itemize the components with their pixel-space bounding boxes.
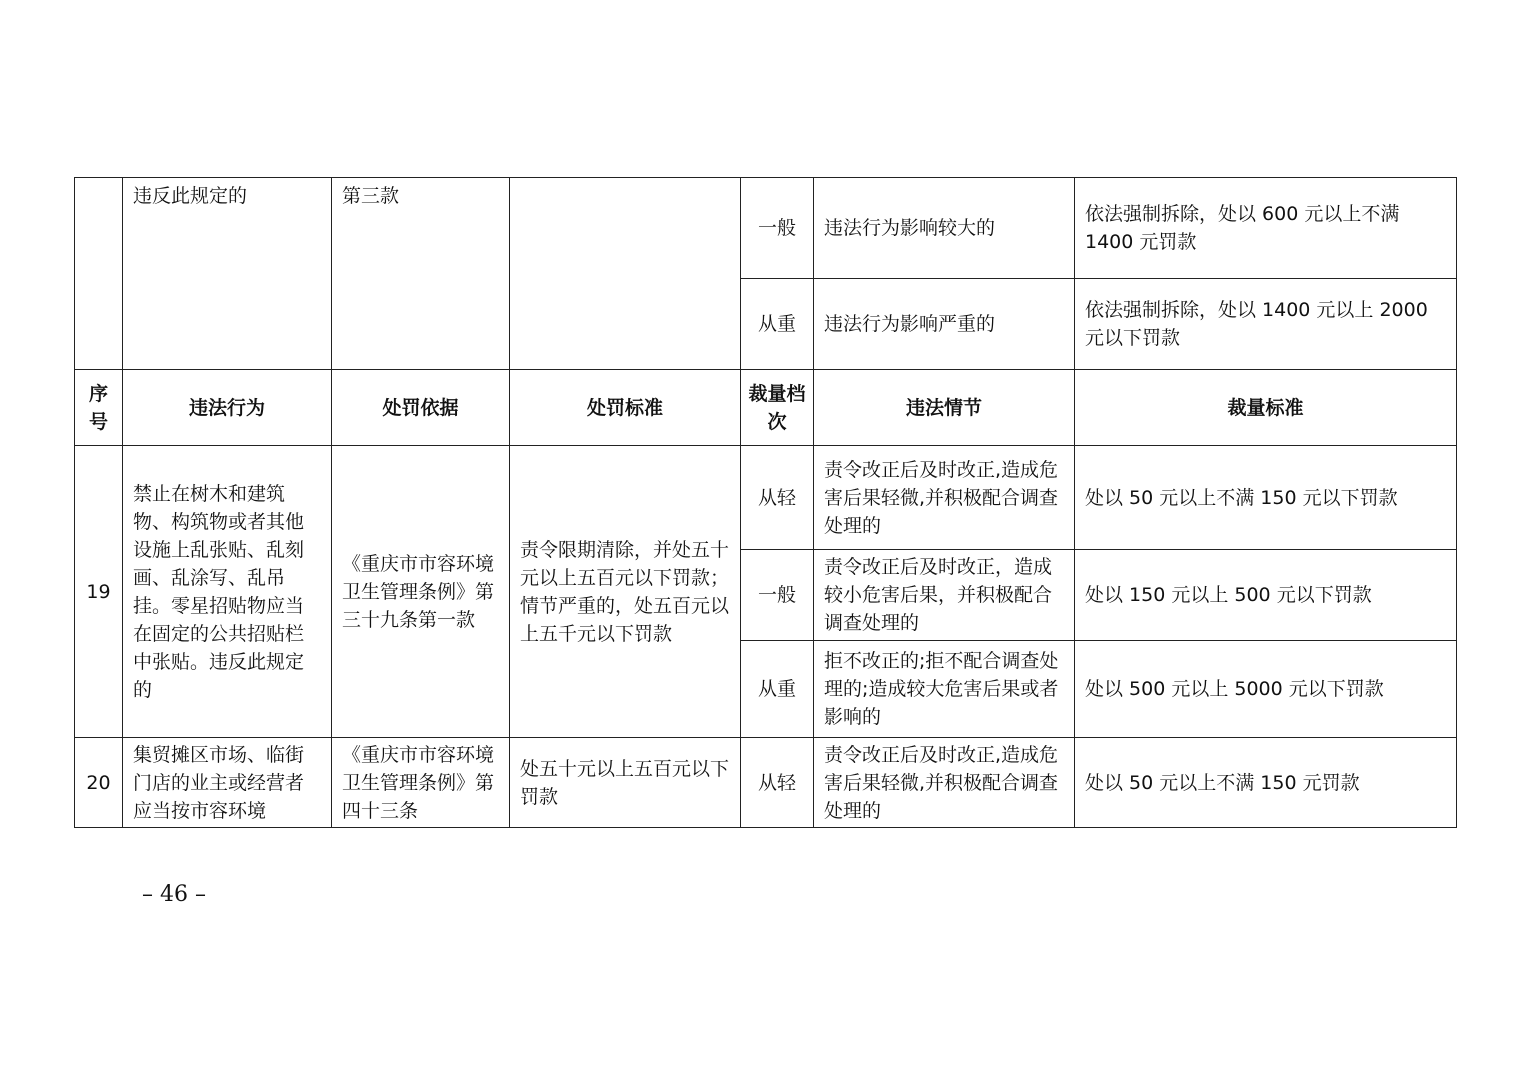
cell-circumstance: 责令改正后及时改正，造成较小危害后果，并积极配合调查处理的 [814, 550, 1075, 641]
header-basis: 处罚依据 [332, 370, 510, 446]
cell-behavior: 集贸摊区市场、临街门店的业主或经营者应当按市容环境 [123, 738, 332, 828]
penalty-table [74, 177, 1457, 828]
table-row [75, 446, 1457, 550]
table-row [75, 178, 1457, 279]
cell-no [75, 178, 123, 370]
header-no: 序号 [75, 370, 123, 446]
cell-no: 20 [75, 738, 123, 828]
cell-no: 19 [75, 446, 123, 738]
cell-level: 一般 [741, 550, 814, 641]
cell-level: 从轻 [741, 446, 814, 550]
cell-level: 从重 [741, 279, 814, 370]
table-row [75, 738, 1457, 828]
cell-behavior: 禁止在树木和建筑物、构筑物或者其他设施上乱张贴、乱刻画、乱涂写、乱吊挂。零星招贴物应当在固定的公共招贴栏中张贴。违反此规定的 [123, 446, 332, 738]
cell-level: 一般 [741, 178, 814, 279]
cell-circumstance: 责令改正后及时改正,造成危害后果轻微,并积极配合调查处理的 [814, 738, 1075, 828]
cell-level: 从重 [741, 641, 814, 738]
cell-standard: 依法强制拆除，处以 600 元以上不满 1400 元罚款 [1075, 178, 1457, 279]
cell-penalty: 处五十元以上五百元以下罚款 [510, 738, 741, 828]
header-standard: 裁量标准 [1075, 370, 1457, 446]
cell-basis: 第三款 [332, 178, 510, 370]
header-behavior: 违法行为 [123, 370, 332, 446]
cell-circumstance: 违法行为影响严重的 [814, 279, 1075, 370]
cell-circumstance: 违法行为影响较大的 [814, 178, 1075, 279]
cell-standard: 处以 500 元以上 5000 元以下罚款 [1075, 641, 1457, 738]
cell-penalty [510, 178, 741, 370]
cell-standard: 处以 50 元以上不满 150 元以下罚款 [1075, 446, 1457, 550]
header-circumstance: 违法情节 [814, 370, 1075, 446]
cell-penalty: 责令限期清除，并处五十元以上五百元以下罚款；情节严重的，处五百元以上五千元以下罚款 [510, 446, 741, 738]
cell-circumstance: 拒不改正的;拒不配合调查处理的;造成较大危害后果或者影响的 [814, 641, 1075, 738]
cell-basis: 《重庆市市容环境卫生管理条例》第三十九条第一款 [332, 446, 510, 738]
page-number: – 46 – [142, 882, 206, 907]
header-level: 裁量档次 [741, 370, 814, 446]
table-header-row [75, 370, 1457, 446]
cell-standard: 依法强制拆除，处以 1400 元以上 2000 元以下罚款 [1075, 279, 1457, 370]
cell-standard: 处以 50 元以上不满 150 元罚款 [1075, 738, 1457, 828]
cell-level: 从轻 [741, 738, 814, 828]
header-penalty: 处罚标准 [510, 370, 741, 446]
cell-basis: 《重庆市市容环境卫生管理条例》第四十三条 [332, 738, 510, 828]
cell-standard: 处以 150 元以上 500 元以下罚款 [1075, 550, 1457, 641]
cell-behavior: 违反此规定的 [123, 178, 332, 370]
cell-circumstance: 责令改正后及时改正,造成危害后果轻微,并积极配合调查处理的 [814, 446, 1075, 550]
